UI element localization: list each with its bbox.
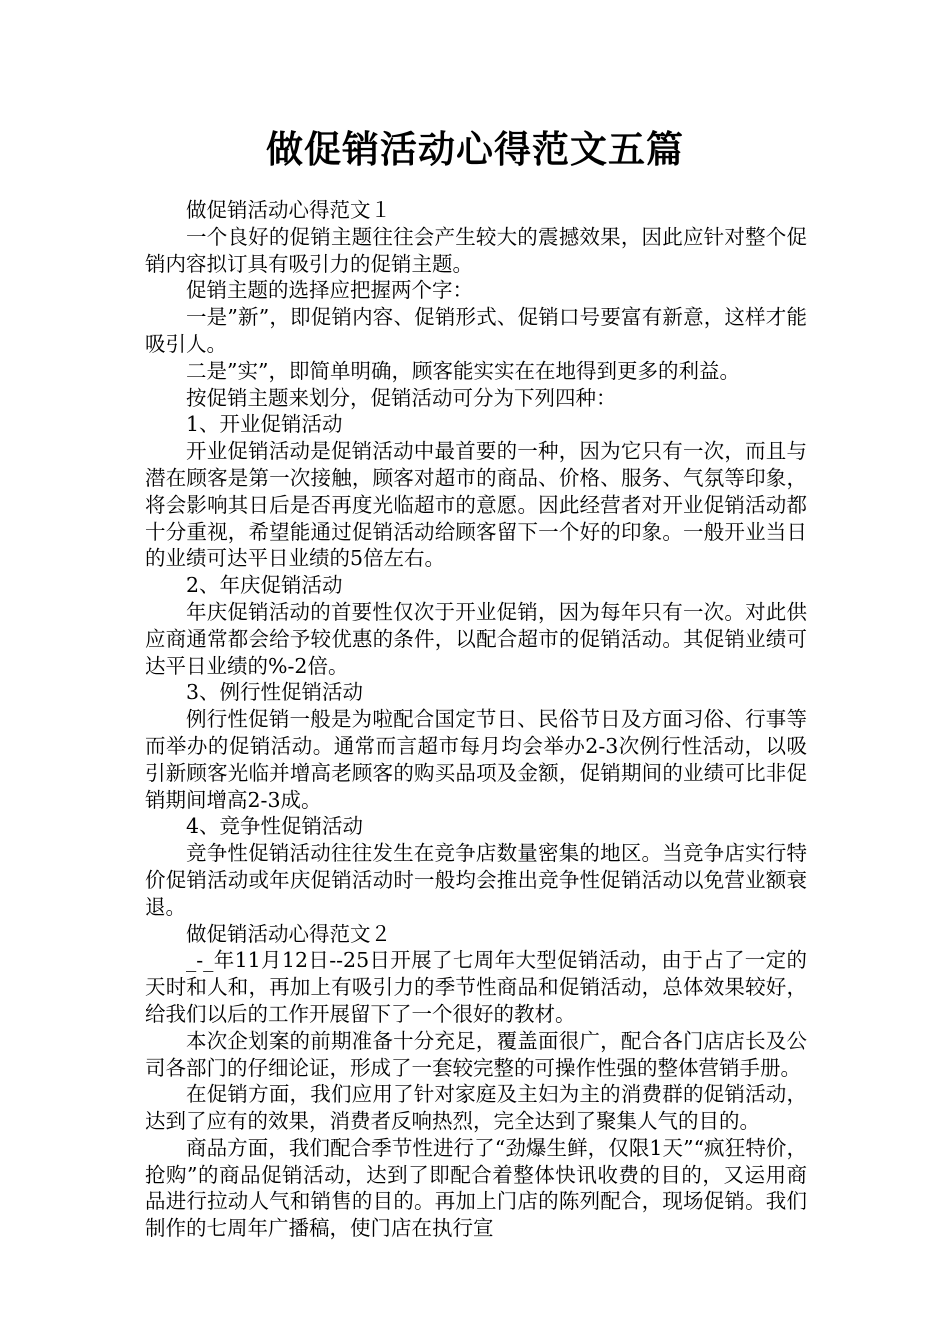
paragraph: 开业促销活动是促销活动中最首要的一种，因为它只有一次，而且与潜在顾客是第一次接触，顾客对超市的商品、价格、服务、气氛等印象，将会影响其日后是否再度光临超市的意愿。因此经营者对开业促销活动都十分重视，希望能通过促销活动给顾客留下一个好的印象。一般开业当日的业绩可达平日业绩的5倍左右。 (145, 439, 807, 571)
paragraph: 一是”新”，即促销内容、促销形式、促销口号要富有新意，这样才能吸引人。 (145, 305, 807, 356)
section-heading: 4、竞争性促销活动 (186, 814, 364, 839)
section-heading: 1、开业促销活动 (186, 412, 343, 437)
paragraph: 本次企划案的前期准备十分充足，覆盖面很广，配合各门店店长及公司各部门的仔细论证，形成了一套较完整的可操作性强的整体营销手册。 (145, 1028, 807, 1080)
paragraph: 在促销方面，我们应用了针对家庭及主妇为主的消费群的促销活动，达到了应有的效果，消费者反响热烈，完全达到了聚集人气的目的。 (145, 1082, 807, 1134)
document-body (145, 197, 807, 1242)
paragraph: 年庆促销活动的首要性仅次于开业促销，因为每年只有一次。对此供应商通常都会给予较优惠的条件，以配合超市的促销活动。其促销业绩可达平日业绩的%-2倍。 (145, 599, 807, 678)
document-title: 做促销活动心得范文五篇 (266, 128, 684, 171)
section-heading: 2、年庆促销活动 (186, 573, 343, 598)
heading-article-1: 做促销活动心得范文１ (186, 198, 391, 222)
paragraph: 竞争性促销活动往往发生在竞争店数量密集的地区。当竞争店实行特价促销活动或年庆促销活动时一般均会推出竞争性促销活动以免营业额衰退。 (145, 841, 807, 919)
paragraph: 例行性促销一般是为啦配合国定节日、民俗节日及方面习俗、行事等而举办的促销活动。通常而言超市每月均会举办2-3次例行性活动，以吸引新顾客光临并增高老顾客的购买品项及金额，促销期间的业绩可比非促销期间增高2-3成。 (145, 707, 807, 812)
paragraph: _-_年11月12日--25日开展了七周年大型促销活动，由于占了一定的天时和人和，再加上有吸引力的季节性商品和促销活动，总体效果较好，给我们以后的工作开展留下了一个很好的教材。 (145, 948, 807, 1026)
paragraph: 二是”实”，即简单明确，顾客能实实在在地得到更多的利益。 (186, 358, 740, 383)
paragraph: 按促销主题来划分，促销活动可分为下列四种： (186, 385, 617, 410)
paragraph: 促销主题的选择应把握两个字： (186, 278, 473, 303)
heading-article-2: 做促销活动心得范文２ (186, 921, 391, 946)
section-heading: 3、例行性促销活动 (186, 680, 364, 705)
paragraph: 商品方面，我们配合季节性进行了“劲爆生鲜，仅限1天”“疯狂特价，抢购”的商品促销活动，达到了即配合着整体快讯收费的目的，又运用商品进行拉动人气和销售的目的。再加上门店的陈列配合，现场促销。我们制作的七周年广播稿，使门店在执行宣 (145, 1135, 807, 1241)
paragraph: 一个良好的促销主题往往会产生较大的震撼效果，因此应针对整个促销内容拟订具有吸引力的促销主题。 (145, 224, 807, 276)
